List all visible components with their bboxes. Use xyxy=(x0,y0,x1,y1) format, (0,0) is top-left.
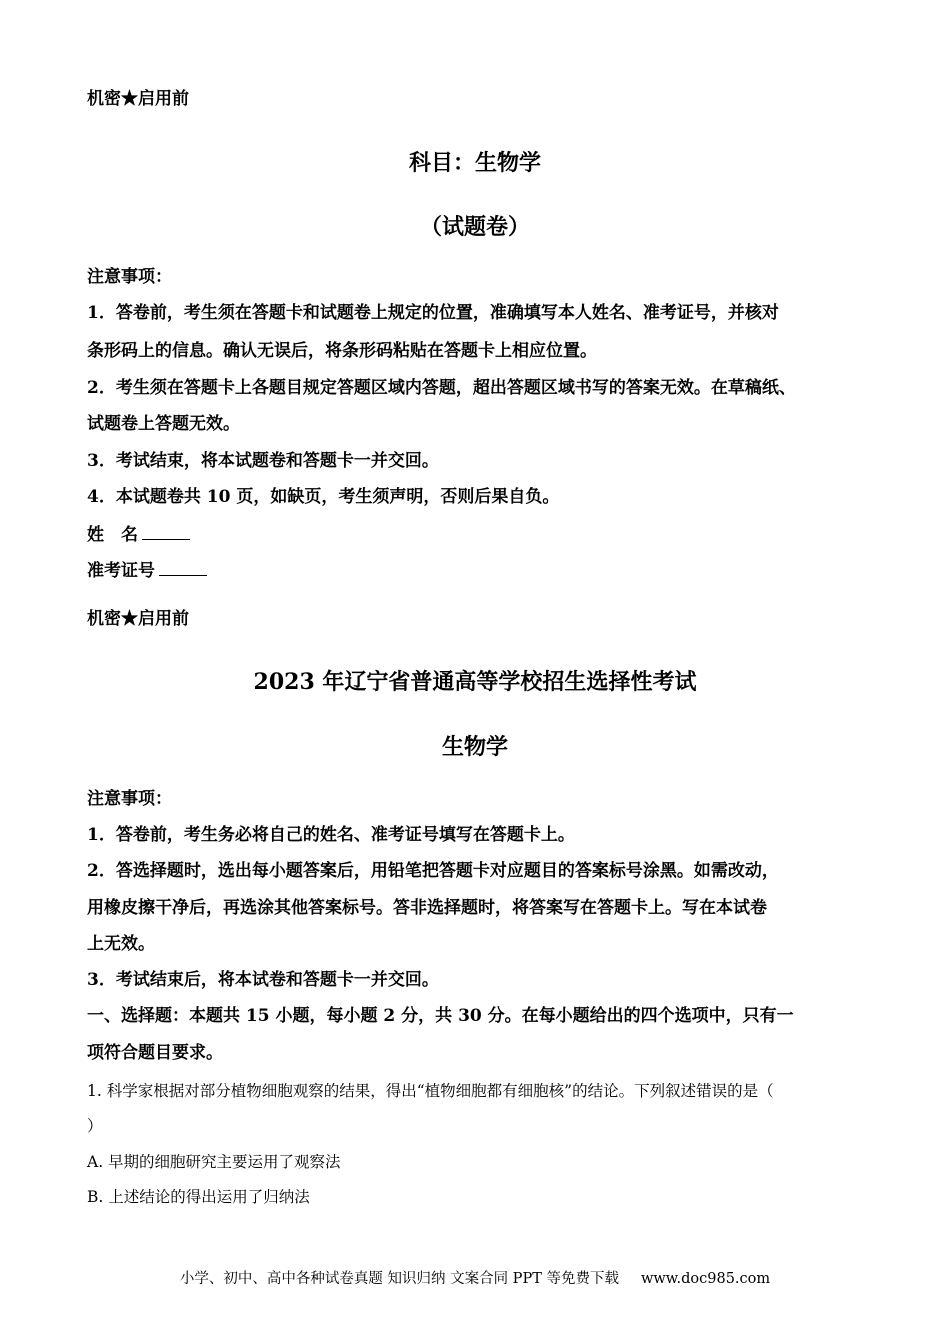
question-1-option-b: B. 上述结论的得出运用了归纳法 xyxy=(87,1188,310,1206)
notice-item-1: 1．答卷前，考生务必将自己的姓名、准考证号填写在答题卡上。 xyxy=(87,825,575,845)
section-heading-line-2: 项符合题目要求。 xyxy=(87,1043,223,1063)
notice-item-2-line-1: 2．考生须在答题卡上各题目规定答题区域内答题，超出答题区域书写的答案无效。在草稿纸、 xyxy=(87,378,796,398)
name-field[interactable] xyxy=(87,522,190,546)
notice-item-2-line-3: 上无效。 xyxy=(87,934,155,954)
notice-item-3: 3．考试结束后，将本试卷和答题卡一并交回。 xyxy=(87,970,439,990)
exam-number-blank[interactable] xyxy=(159,558,207,576)
footer-text: 小学、初中、高中各种试卷真题 知识归纳 文案合同 PPT 等免费下载 xyxy=(179,1271,619,1287)
notice-item-2-line-1: 2．答选择题时，选出每小题答案后，用铅笔把答题卡对应题目的答案标号涂黑。如需改动， xyxy=(87,861,779,881)
question-1-option-a: A. 早期的细胞研究主要运用了观察法 xyxy=(87,1153,341,1171)
notice-item-1-line-2: 条形码上的信息。确认无误后，将条形码粘贴在答题卡上相应位置。 xyxy=(87,341,597,361)
exam-number-field[interactable] xyxy=(87,558,207,582)
notice-item-3: 3．考试结束，将本试题卷和答题卡一并交回。 xyxy=(87,451,439,471)
page-footer xyxy=(0,1269,950,1289)
notice-heading: 注意事项： xyxy=(87,267,172,287)
notice-item-2-line-2: 用橡皮擦干净后，再选涂其他答案标号。答非选择题时，将答案写在答题卡上。写在本试卷 xyxy=(87,898,767,918)
exam-number-label: 准考证号 xyxy=(87,561,155,581)
confidential-label: 机密★启用前 xyxy=(87,609,189,629)
notice-item-4: 4．本试题卷共 10 页，如缺页，考生须声明，否则后果自负。 xyxy=(87,487,560,507)
exam-subject-title: 生物学 xyxy=(441,734,508,760)
section-heading-line-1: 一、选择题：本题共 15 小题，每小题 2 分，共 30 分。在每小题给出的四个选项中，只有一 xyxy=(87,1006,794,1026)
question-1-stem-line-2: ） xyxy=(87,1117,103,1135)
footer-link[interactable]: www.doc985.com xyxy=(640,1271,771,1287)
subject-title: 科目：生物学 xyxy=(408,150,541,176)
notice-heading: 注意事项： xyxy=(87,789,172,809)
paper-type-title: （试题卷） xyxy=(419,214,530,240)
name-blank[interactable] xyxy=(142,522,190,540)
notice-item-2-line-2: 试题卷上答题无效。 xyxy=(87,414,240,434)
notice-item-1-line-1: 1．答卷前，考生须在答题卡和试题卷上规定的位置，准确填写本人姓名、准考证号，并核对 xyxy=(87,303,779,323)
name-label: 姓 名 xyxy=(87,525,138,545)
question-1-stem-line-1: 1. 科学家根据对部分植物细胞观察的结果，得出“植物细胞都有细胞核”的结论。下列叙述错误的是（ xyxy=(87,1082,774,1100)
confidential-label: 机密★启用前 xyxy=(87,89,189,109)
exam-title: 2023 年辽宁省普通高等学校招生选择性考试 xyxy=(253,669,697,695)
